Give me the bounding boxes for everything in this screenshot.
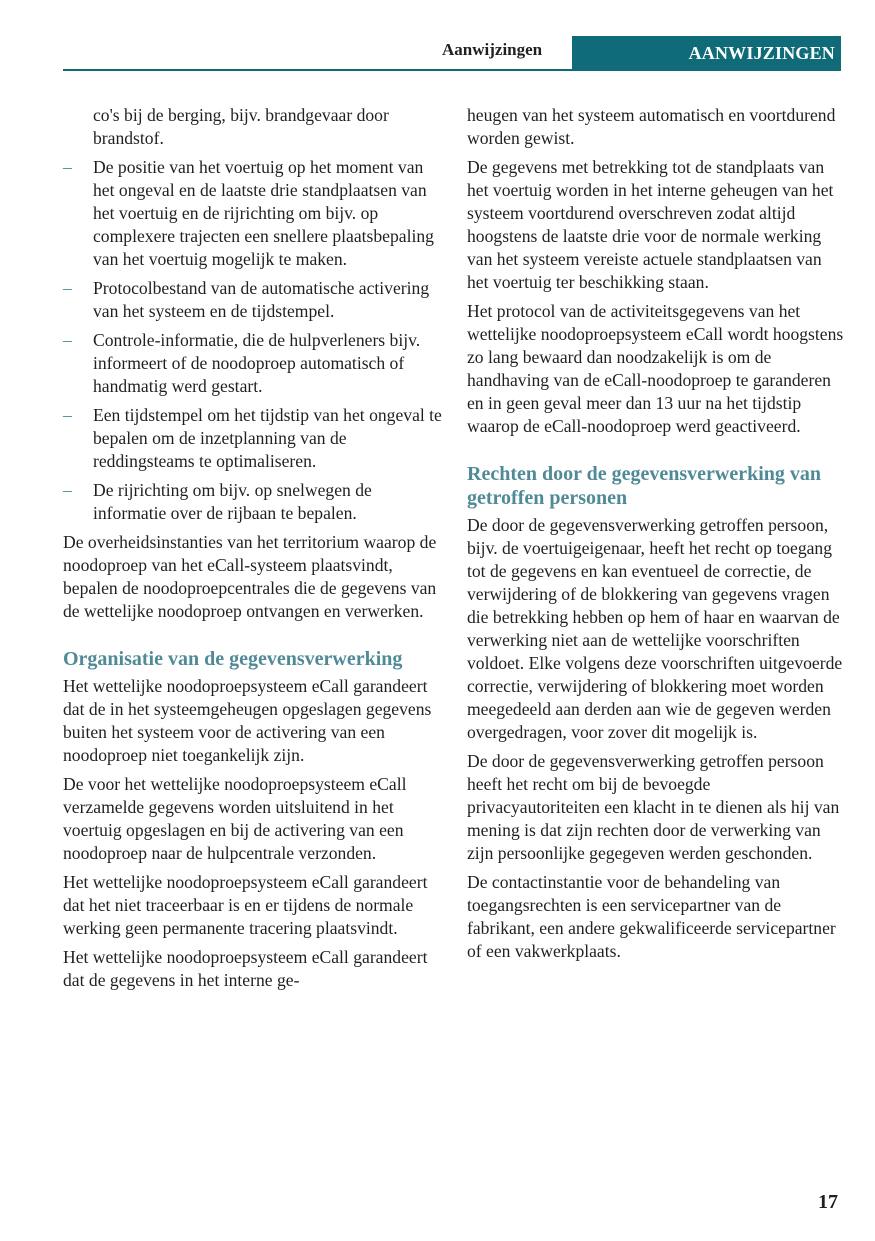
dash-bullet-icon: – xyxy=(63,278,72,298)
body-paragraph: heugen van het systeem automatisch en voortdurend worden gewist. xyxy=(467,105,836,148)
dash-bullet-icon: – xyxy=(63,157,72,177)
dash-bullet-icon: – xyxy=(63,405,72,425)
body-paragraph: De gegevens met betrekking tot de standplaats van het voertuig worden in het interne geheugen van het systeem voortdurend overschreven zodat altijd hoogstens de laatste drie voor de normale werking van het systeem vereiste actuele standplaatsen van het voertuig ter beschikking staan. xyxy=(467,157,834,292)
list-item-text: Protocolbestand van de automatische activering van het systeem en de tijdstempel. xyxy=(93,278,430,321)
body-paragraph: Het wettelijke noodoproepsysteem eCall garandeert dat de in het systeemgeheugen opgeslagen gegevens buiten het systeem voor de activering van een noodoproep niet toegankelijk zijn. xyxy=(63,676,432,765)
page-number: 17 xyxy=(818,1191,838,1213)
list-item xyxy=(63,329,443,398)
body-paragraph: Het wettelijke noodoproepsysteem eCall garandeert dat de gegevens in het interne ge- xyxy=(63,947,428,990)
dash-bullet-icon: – xyxy=(63,330,72,350)
list-item xyxy=(63,404,443,473)
section-tab: AANWIJZINGEN xyxy=(572,36,841,70)
section-heading-rechten: Rechten door de gegevensverwerking van getroffen personen xyxy=(467,463,822,509)
list-item-text: De rijrichting om bijv. op snelwegen de informatie over de rijbaan te bepalen. xyxy=(93,480,372,523)
body-paragraph: De overheidsinstanties van het territorium waarop de noodoproep van het eCall-systeem plaatsvindt, bepalen de noodoproepcentrales die de gegevens van de wettelijke noodoproep ontvangen en verwerken. xyxy=(63,532,437,621)
right-column xyxy=(467,104,845,969)
body-paragraph: De door de gegevensverwerking getroffen persoon heeft het recht om bij de bevoegde privacyautoriteiten een klacht in te dienen als hij van mening is dat zijn rechten door de verwerking van zijn persoonlijke gegegeven werden geschonden. xyxy=(467,751,840,863)
list-item-continuation: co's bij de berging, bijv. brandgevaar door brandstof. xyxy=(93,105,389,148)
body-paragraph: Het wettelijke noodoproepsysteem eCall garandeert dat het niet traceerbaar is en er tijdens de normale werking geen permanente tracering plaatsvindt. xyxy=(63,872,428,938)
left-column xyxy=(63,104,443,998)
list-item-text: Controle-informatie, die de hulpverleners bijv. informeert of de noodoproep automatisch of handmatig werd gestart. xyxy=(93,330,421,396)
running-header-label: Aanwijzingen xyxy=(442,40,543,59)
list-item-text: De positie van het voertuig op het moment van het ongeval en de laatste drie standplaatsen van het voertuig en de rijrichting om bijv. op complexere trajecten een snellere plaatsbepaling van het voertuig mogelijk te maken. xyxy=(93,157,434,269)
body-paragraph: De contactinstantie voor de behandeling van toegangsrechten is een servicepartner van de fabrikant, een andere gekwalificeerde servicepartner of een vakwerkplaats. xyxy=(467,872,836,961)
list-item xyxy=(63,277,443,323)
body-paragraph: De door de gegevensverwerking getroffen persoon, bijv. de voertuigeigenaar, heeft het recht op toegang tot de gegevens en kan eventueel de correctie, de verwijdering of de blokkering van gegevens vragen die betrekking hebben op hem of haar en waarvan de verwerking niet aan de wettelijke voorschriften voldoet. Elke volgens deze voorschriften uitgevoerde correctie, verwijdering of blokkering moet worden meegedeeld aan derden aan wie de gegeven werden overgedragen, voor zover dit mogelijk is. xyxy=(467,515,843,742)
data-list xyxy=(63,156,443,525)
body-paragraph: De voor het wettelijke noodoproepsysteem eCall verzamelde gegevens worden uitsluitend in het voertuig opgeslagen en bij de activering van een noodoproep naar de hulpcentrale verzonden. xyxy=(63,774,407,863)
list-item-text: Een tijdstempel om het tijdstip van het ongeval te bepalen om de inzetplanning van de reddingsteams te optimaliseren. xyxy=(93,405,442,471)
header-divider xyxy=(63,69,841,71)
body-paragraph: Het protocol van de activiteitsgegevens van het wettelijke noodoproepsysteem eCall wordt hoogstens zo lang bewaard dan noodzakelijk is om de handhaving van de eCall-noodoproep te garanderen en in geen geval meer dan 13 uur na het tijdstip waarop de eCall-noodoproep werd geactiveerd. xyxy=(467,301,844,436)
list-item xyxy=(63,156,443,271)
section-heading-organisatie: Organisatie van de gegevensverwerking xyxy=(63,648,403,670)
dash-bullet-icon: – xyxy=(63,480,72,500)
list-item xyxy=(63,479,443,525)
